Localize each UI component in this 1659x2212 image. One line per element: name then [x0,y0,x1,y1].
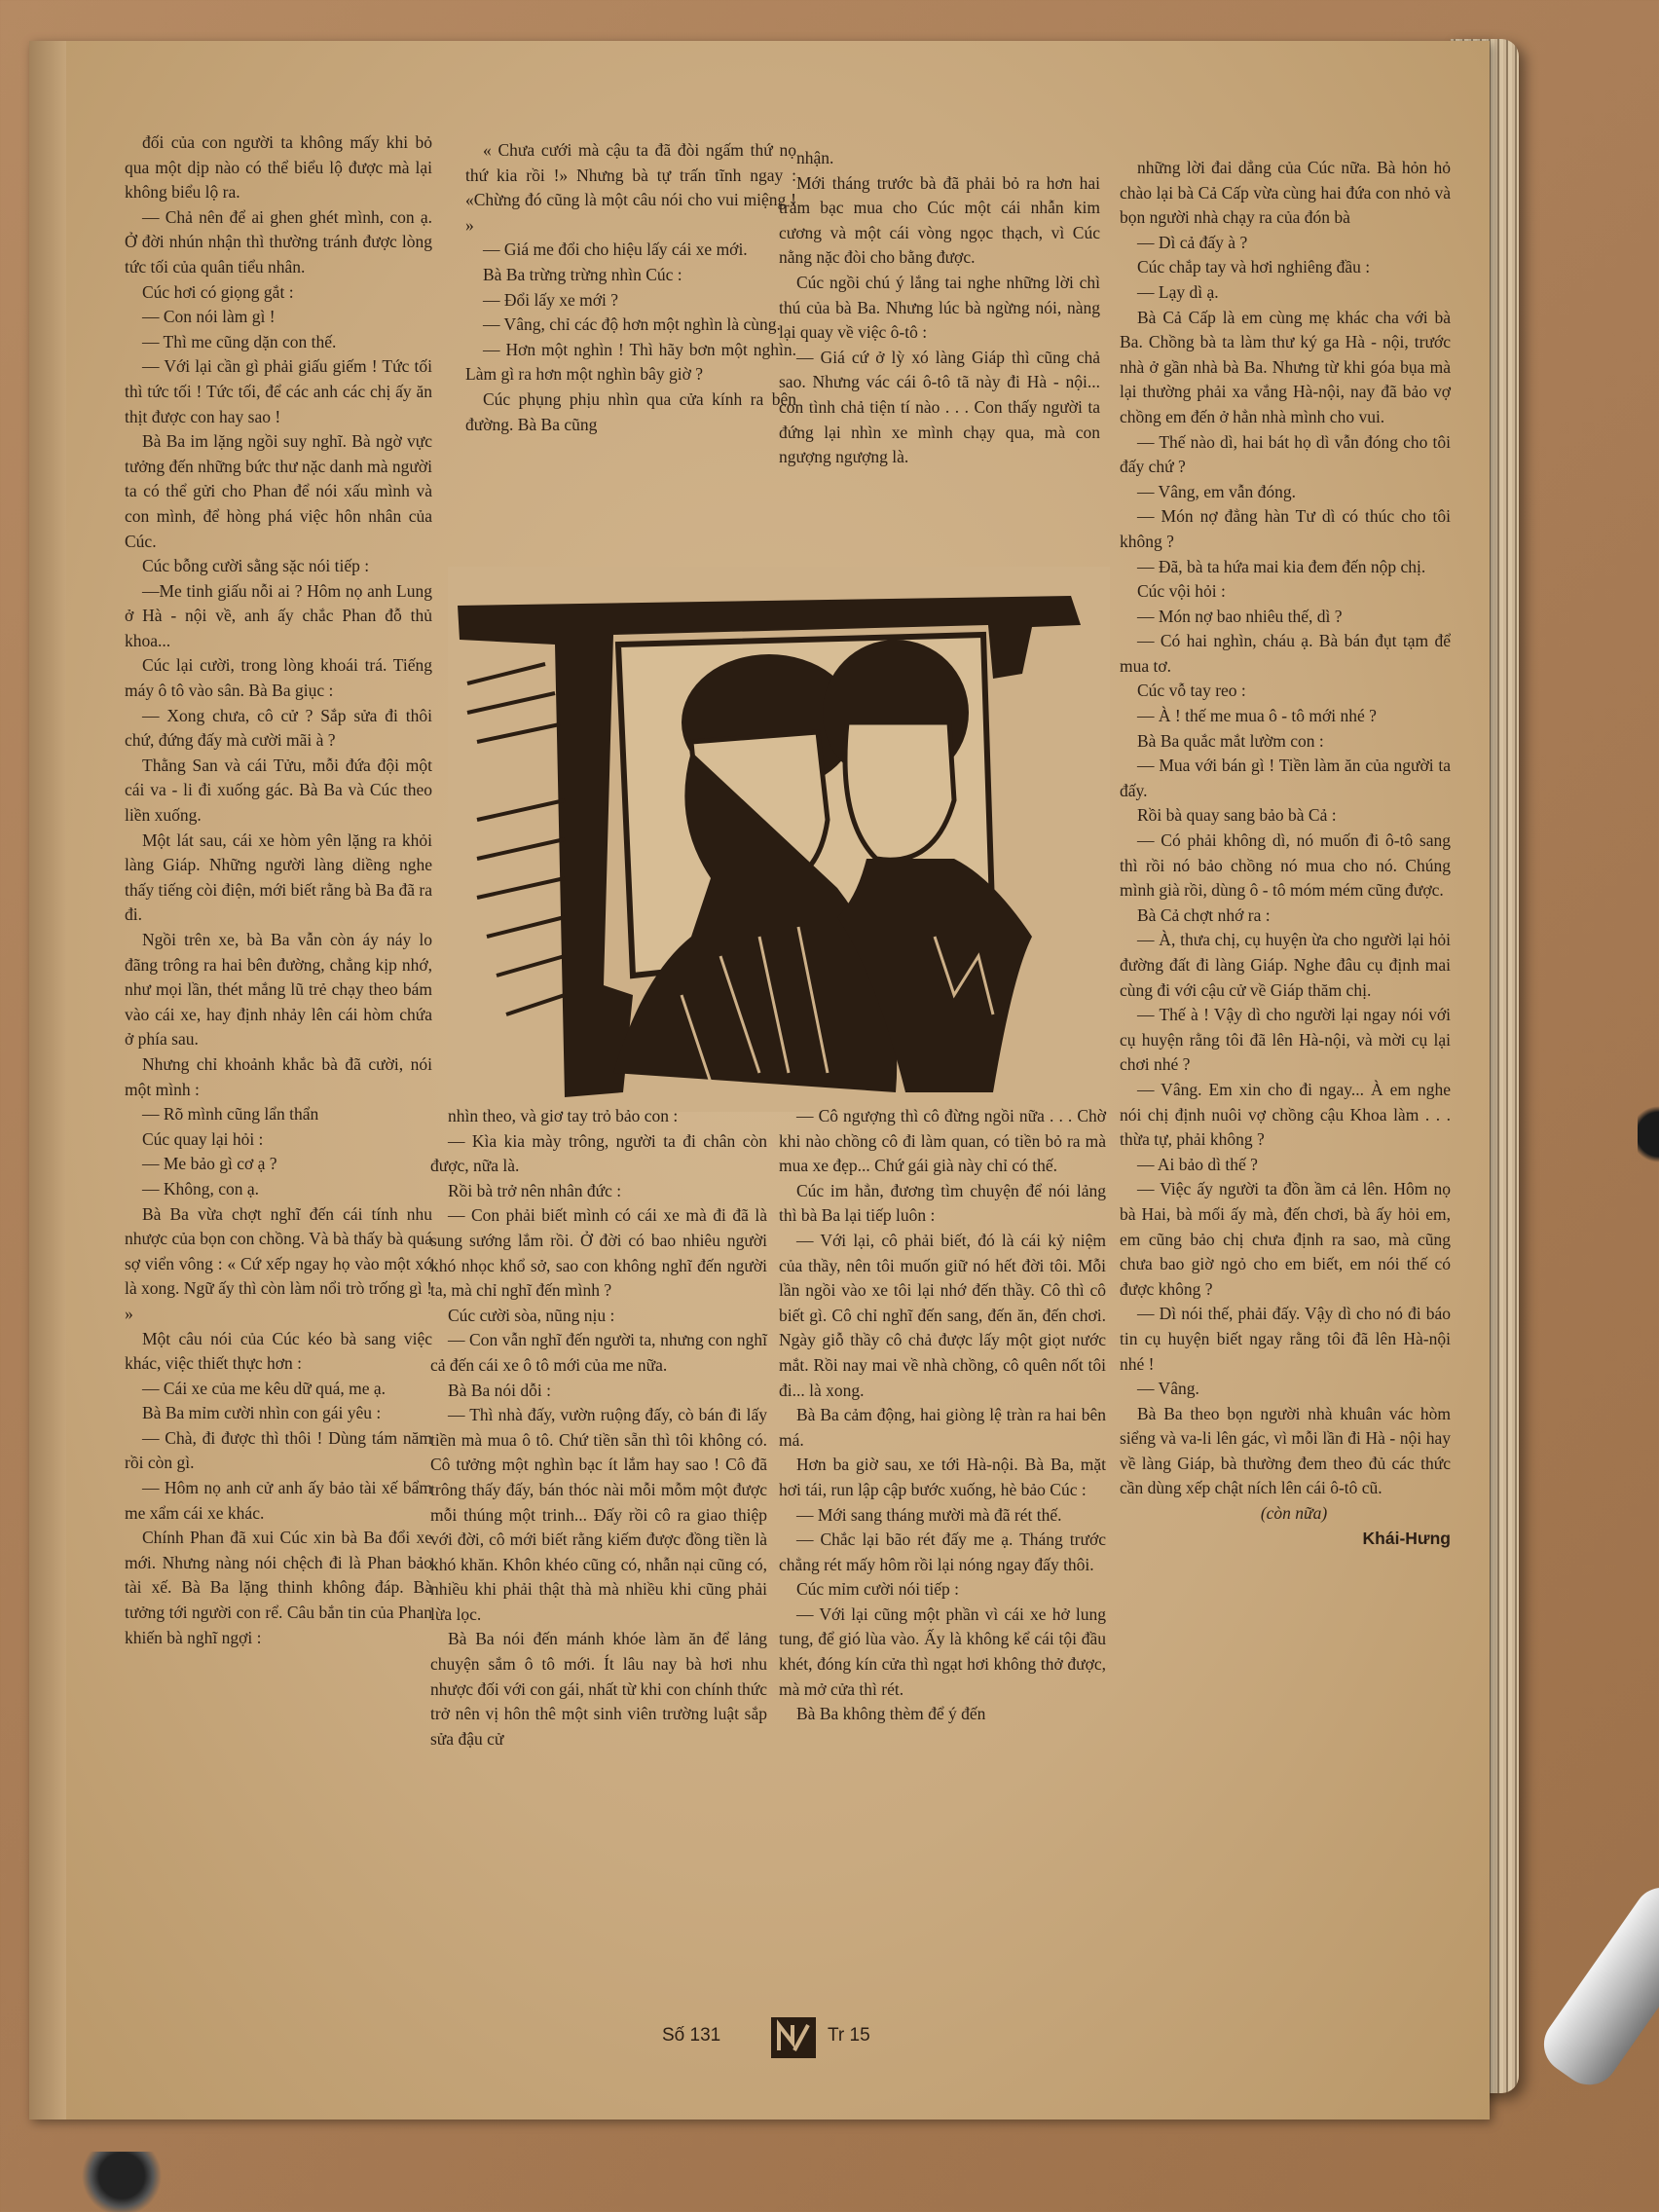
paragraph: — Thì nhà đấy, vườn ruộng đấy, cò bán đi lấy tiền mà mua ô tô. Chứ tiền sẵn thì tôi không có. Cô tưởng một nghìn bạc ít lắm hay sao ! Cô đã trông thấy đấy, bán thóc nài mỗi mỗm một được mỗi thúng một trinh... Đấy rồi cô ra giao thiệp với đời, cô mới biết rằng kiếm được đồng tiền là khó khăn. Khôn khéo cũng có, nhẫn nại cũng có, nhiều khi phải thật thà mà nhiều khi cũng phải lừa lọc. [430,1405,767,1624]
paragraph: — Thì me cũng dặn con thế. [142,331,337,351]
paragraph: Cúc vỗ tay reo : [1137,681,1246,701]
paragraph: Bà Ba quắc mắt lườm con : [1137,730,1324,751]
page-spine [29,41,66,2120]
paragraph: Cúc ngồi chú ý lắng tai nghe những lời chì thú của bà Ba. Nhưng lúc bà ngừng nói, nàng lại quay về việc ô-tô : [779,272,1100,343]
paragraph: Bà Ba theo bọn người nhà khuân vác hòm siểng và va-li lên gác, vì mỗi lần đi Hà - nội hay về làng Giáp, bà thường đem theo đủ các thức cần dùng xếp chật ních lên cái ô-tô cũ. [1120,1403,1451,1498]
paragraph: — Vâng, chỉ các độ hơn một nghìn là cùng. [483,314,781,335]
paragraph: Bà Ba không thèm để ý đến [796,1704,986,1724]
author-name: Khái-Hưng [1362,1528,1451,1548]
paragraph: — Me bảo gì cơ ạ ? [142,1154,277,1174]
paragraph: — Cái xe của me kêu dữ quá, me ạ. [142,1378,387,1398]
paragraph: Bà Ba mỉm cười nhìn con gái yêu : [142,1403,382,1423]
paragraph: — Có hai nghìn, cháu ạ. Bà bán đụt tạm để mua tơ. [1120,631,1451,676]
paragraph: — Hơn một nghìn ! Thì hãy bơn một nghìn. Làm gì ra hơn một nghìn bây giờ ? [465,339,796,385]
paragraph: — Lạy dì ạ. [1137,281,1219,302]
paragraph: Một câu nói của Cúc kéo bà sang việc khác, việc thiết thực hơn : [125,1328,432,1374]
paragraph: Cúc bỗng cười sằng sặc nói tiếp : [142,556,370,576]
paragraph: Bà Ba nói đến mánh khóe làm ăn để lảng chuyện sắm ô tô mới. Ít lâu nay bà hơi nhu nhược đối với con gái, nhất từ khi con chính thức trở nên vị hôn thê một sinh viên trường luật sắp sửa đậu cử [430,1629,767,1749]
paragraph: — Món nợ bao nhiêu thế, dì ? [1137,606,1343,626]
paragraph: — Dì cả đấy à ? [1137,232,1248,252]
paragraph: Rồi bà quay sang bảo bà Cả : [1137,805,1337,826]
paragraph: — Vâng. [1137,1379,1199,1399]
paragraph: Rồi bà trở nên nhân đức : [448,1180,622,1200]
paragraph: Một lát sau, cái xe hòm yên lặng ra khỏi làng Giáp. Những người làng diềng nghe thấy tiếng còi điện, mới biết rằng bà Ba đã ra đi. [125,830,432,925]
paragraph: Bà Cả Cấp là em cùng mẹ khác cha với bà Ba. Chồng bà ta làm thư ký ga Hà - nội, trước nhà ở gần nhà bà Ba. Nhưng từ khi góa bụa mà lại thường phải xa vắng Hà-nội, nay đã bảo vợ chồng em đến ở hẳn nhà mình cho vui. [1120,307,1451,426]
paragraph: — Mới sang tháng mười mà đã rét thế. [796,1504,1062,1525]
issue-number: Số 131 [662,2025,721,2046]
paragraph: —Me tinh giấu nỗi ai ? Hôm nọ anh Lung ở Hà - nội về, anh ấy chắc Phan đỗ thủ khoa... [125,580,432,650]
paragraph: — Thế nào dì, hai bát họ dì vẫn đóng cho tôi đấy chứ ? [1120,431,1451,477]
paragraph: — Đã, bà ta hứa mai kia đem đến nộp chị. [1137,556,1426,576]
paragraph: — À ! thế me mua ô - tô mới nhé ? [1137,706,1377,726]
paragraph: Bà Ba cảm động, hai giòng lệ tràn ra hai bên má. [779,1405,1106,1450]
paragraph: Cúc hơi có giọng gắt : [142,281,294,302]
paragraph: — Vâng, em vẫn đóng. [1137,481,1296,501]
paragraph: — Vâng. Em xin cho đi ngay... À em nghe nói chị định nuôi vợ chồng cậu Khoa làm . . . thừa tự, phải không ? [1120,1079,1451,1150]
paragraph: nhìn theo, và giơ tay trỏ bảo con : [448,1106,679,1125]
paragraph: Cúc mỉm cười nói tiếp : [796,1579,959,1600]
column-3-bottom [779,1104,1106,1727]
paragraph: những lời đai dẳng của Cúc nữa. Bà hỏn hỏ chào lại bà Cả Cấp vừa cùng hai đứa con nhỏ và bọn người nhà chạy ra của đón bà [1120,158,1451,228]
pen-object [1532,1876,1659,2096]
paragraph: — Kìa kia mày trông, người ta đi chân còn được, nữa là. [430,1130,767,1176]
paragraph: Bà Ba trừng trừng nhìn Cúc : [483,264,682,284]
paragraph: Hơn ba giờ sau, xe tới Hà-nội. Bà Ba, mặt hơi tái, run lập cập bước xuống, hè bảo Cúc : [779,1455,1106,1499]
column-1 [125,130,432,1650]
paragraph: — Xong chưa, cô cử ? Sắp sửa đi thôi chứ, đứng đấy mà cười mãi à ? [125,705,432,751]
binder-clip [78,2152,166,2212]
paragraph: Thằng San và cái Tửu, mỗi đứa đội một cái va - li đi xuống gác. Bà Ba và Cúc theo liền xuống. [125,755,432,826]
column-2-bottom [430,1104,767,1751]
continued-note: (còn nữa) [1260,1503,1328,1524]
paragraph: — Với lại cũng một phần vì cái xe hở lung tung, để gió lùa vào. Ấy là không kể cái tội đầu khét, đóng kín cửa thì ngạt hơi không thở được, mà mở cửa thì rét. [779,1604,1106,1699]
paragraph: — Giá me đổi cho hiệu lấy cái xe mới. [483,240,748,260]
paragraph: Cúc lại cười, trong lòng khoái trá. Tiếng máy ô tô vào sân. Bà Ba giục : [125,655,432,701]
magazine-logo-icon [771,2017,816,2058]
paragraph: — Dì nói thế, phải đấy. Vậy dì cho nó đi báo tin cụ huyện biết ngay rằng tôi đã lên Hà-nội nhé ! [1120,1304,1451,1374]
paragraph: — Đổi lấy xe mới ? [483,289,619,310]
paragraph: — Món nợ đẳng hàn Tư dì có thúc cho tôi không ? [1120,506,1451,551]
paragraph: — Với lại cần gì phải giấu giếm ! Tức tối thì tức tối ! Tức tối, để các anh các chị ấy ăn thịt được con hay sao ! [125,356,432,426]
paragraph: — Cô ngượng thì cô đừng ngồi nữa . . . Chờ khi nào chồng cô đi làm quan, có tiền bỏ ra mà mua xe đẹp... Chứ gái già này chỉ có thế. [779,1106,1106,1176]
paragraph: — Ai bảo dì thế ? [1137,1154,1258,1174]
paragraph: — Với lại, cô phải biết, đó là cái kỷ niệm của thầy, nên tôi muốn giữ nó hết đời tôi. Mỗi lần ngồi vào xe tôi lại nhớ đến thầy. Cô thì cô biết gì. Cô chỉ nghĩ đến sang, đến ăn, đến chơi. Ngày giỗ thầy cô chả được lấy một giọt nước mắt. Rồi nay mai về nhà chồng, cô quên nốt tôi đi... là xong. [779,1230,1106,1400]
paragraph: — Có phải không dì, nó muốn đi ô-tô sang thì rồi nó bảo chồng nó mua cho nó. Chúng mình già rồi, dùng ô - tô móm mém cũng được. [1120,830,1451,901]
column-3-top [779,146,1100,470]
paragraph: Ngồi trên xe, bà Ba vẫn còn áy náy lo đãng trông ra hai bên đường, chẳng kịp nhớ, như mọi lần, thét mắng lũ trẻ chạy theo bám vào cái xe, hay định nhảy lên cái hòm chứa ở phía sau. [125,930,432,1050]
page-number: Tr 15 [828,2025,870,2046]
paragraph: — Chả nên để ai ghen ghét mình, con ạ. Ở đời nhún nhận thì thường tránh được lòng tức tối của quân tiểu nhân. [125,206,432,276]
paragraph: Cúc cười sòa, nũng nịu : [448,1305,615,1325]
paragraph: « Chưa cưới mà cậu ta đã đòi ngấm thứ nọ thứ kia rồi !» Nhưng bà tự trấn tĩnh ngay : «Chừng đó cũng là một câu nói cho vui miệng ! » [465,140,796,235]
paragraph: Cúc quay lại hỏi : [142,1128,264,1149]
paragraph: Mới tháng trước bà đã phải bỏ ra hơn hai trăm bạc mua cho Cúc một cái nhẫn kim cương và một cái vòng ngọc thạch, vì Cúc nằng nặc đòi cho bằng được. [779,172,1100,268]
paragraph: Cúc im hẳn, đương tìm chuyện để nói lảng thì bà Ba lại tiếp luôn : [779,1180,1106,1226]
paragraph: Bà Ba nói dỗi : [448,1380,551,1400]
column-4 [1120,156,1451,1551]
paragraph: — Việc ấy người ta đồn ầm cả lên. Hôm nọ bà Hai, bà mối ấy mà, đến chơi, bà ấy hỏi em, em cũng bảo chị chưa định ra sao, mà cũng chưa bao giờ ngỏ cho em biết, em nói thế có được không ? [1120,1179,1451,1299]
binder-clip-right [1638,1100,1659,1168]
paragraph: Cúc vội hỏi : [1137,581,1226,602]
paragraph: — Con nói làm gì ! [142,307,276,327]
paragraph: — Chắc lại bão rét đấy me ạ. Tháng trước chẳng rét mấy hôm rồi lại nóng ngay đấy thôi. [779,1530,1106,1574]
column-2-top [465,138,796,437]
magazine-page [29,41,1490,2120]
paragraph: Bà Ba im lặng ngồi suy nghĩ. Bà ngờ vực tưởng đến những bức thư nặc danh mà người ta có thể gửi cho Phan để nói xấu mình và con mình, để hòng phá việc hôn nhân của Cúc. [125,431,432,551]
paragraph: Nhưng chỉ khoảnh khắc bà đã cười, nói một mình : [125,1053,432,1099]
paragraph: Cúc phụng phịu nhìn qua cửa kính ra bên đường. Bà Ba cũng [465,388,796,434]
paragraph: — Hôm nọ anh cử anh ấy bảo tài xế bẩm me xẩm cái xe khác. [125,1478,432,1523]
paragraph: Bà Cả chợt nhớ ra : [1137,904,1271,925]
paragraph: nhận. [796,148,834,167]
paragraph: — Con vẫn nghĩ đến người ta, nhưng con nghĩ cả đến cái xe ô tô mới của me nữa. [430,1330,767,1375]
paragraph: Bà Ba vừa chợt nghĩ đến cái tính nhu nhược của bọn con chồng. Và bà thấy bà quá sợ viển vông : « Cứ xếp ngay họ vào một xó là xong. Ngữ ấy thì còn làm nổi trò trống gì ! » [125,1203,432,1323]
woodcut-illustration [448,567,1110,1112]
paragraph: — Rõ mình cũng lẩn thẩn [142,1104,319,1124]
paragraph: — Giá cứ ở lỳ xó làng Giáp thì cũng chả sao. Nhưng vác cái ô-tô tã này đi Hà - nội... con tình chả tiện tí nào . . . Con thấy người ta đứng lại nhìn xe mình chạy qua, mà con ngượng ngượng là. [779,347,1100,467]
paragraph: — Chà, đi được thì thôi ! Dùng tám năm rồi còn gì. [125,1427,432,1473]
paragraph: Cúc chắp tay và hơi nghiêng đầu : [1137,257,1371,277]
paragraph: — Con phải biết mình có cái xe mà đi đã là sung sướng lắm rồi. Ở đời có bao nhiêu người khó nhọc khổ sở, sao con không nghĩ đến người ta, mà chỉ nghĩ đến mình ? [430,1205,767,1301]
paragraph: Chính Phan đã xui Cúc xin bà Ba đổi xe mới. Nhưng nàng nói chệch đi là Phan bảo tài xế. Bà Ba lặng thinh không đáp. Bà tưởng tới người con rể. Câu bắn tin của Phan khiến bà nghĩ ngợi : [125,1528,432,1647]
paragraph: đối của con người ta không mấy khi bỏ qua một dịp nào có thể biểu lộ được mà lại không biểu lộ ra. [125,132,432,203]
paragraph: — À, thưa chị, cụ huyện ừa cho người lại hỏi đường đất đi làng Giáp. Nghe đâu cụ định mai cùng đi với cậu cử về Giáp thăm chị. [1120,930,1451,1000]
paragraph: — Mua với bán gì ! Tiền làm ăn của người ta đấy. [1120,756,1451,800]
paragraph: — Thế à ! Vậy dì cho người lại ngay nói với cụ huyện rằng tôi đã lên Hà-nội, và mời cụ lại chơi nhé ? [1120,1005,1451,1075]
page-footer [662,2017,954,2058]
paragraph: — Không, con ạ. [142,1178,260,1198]
